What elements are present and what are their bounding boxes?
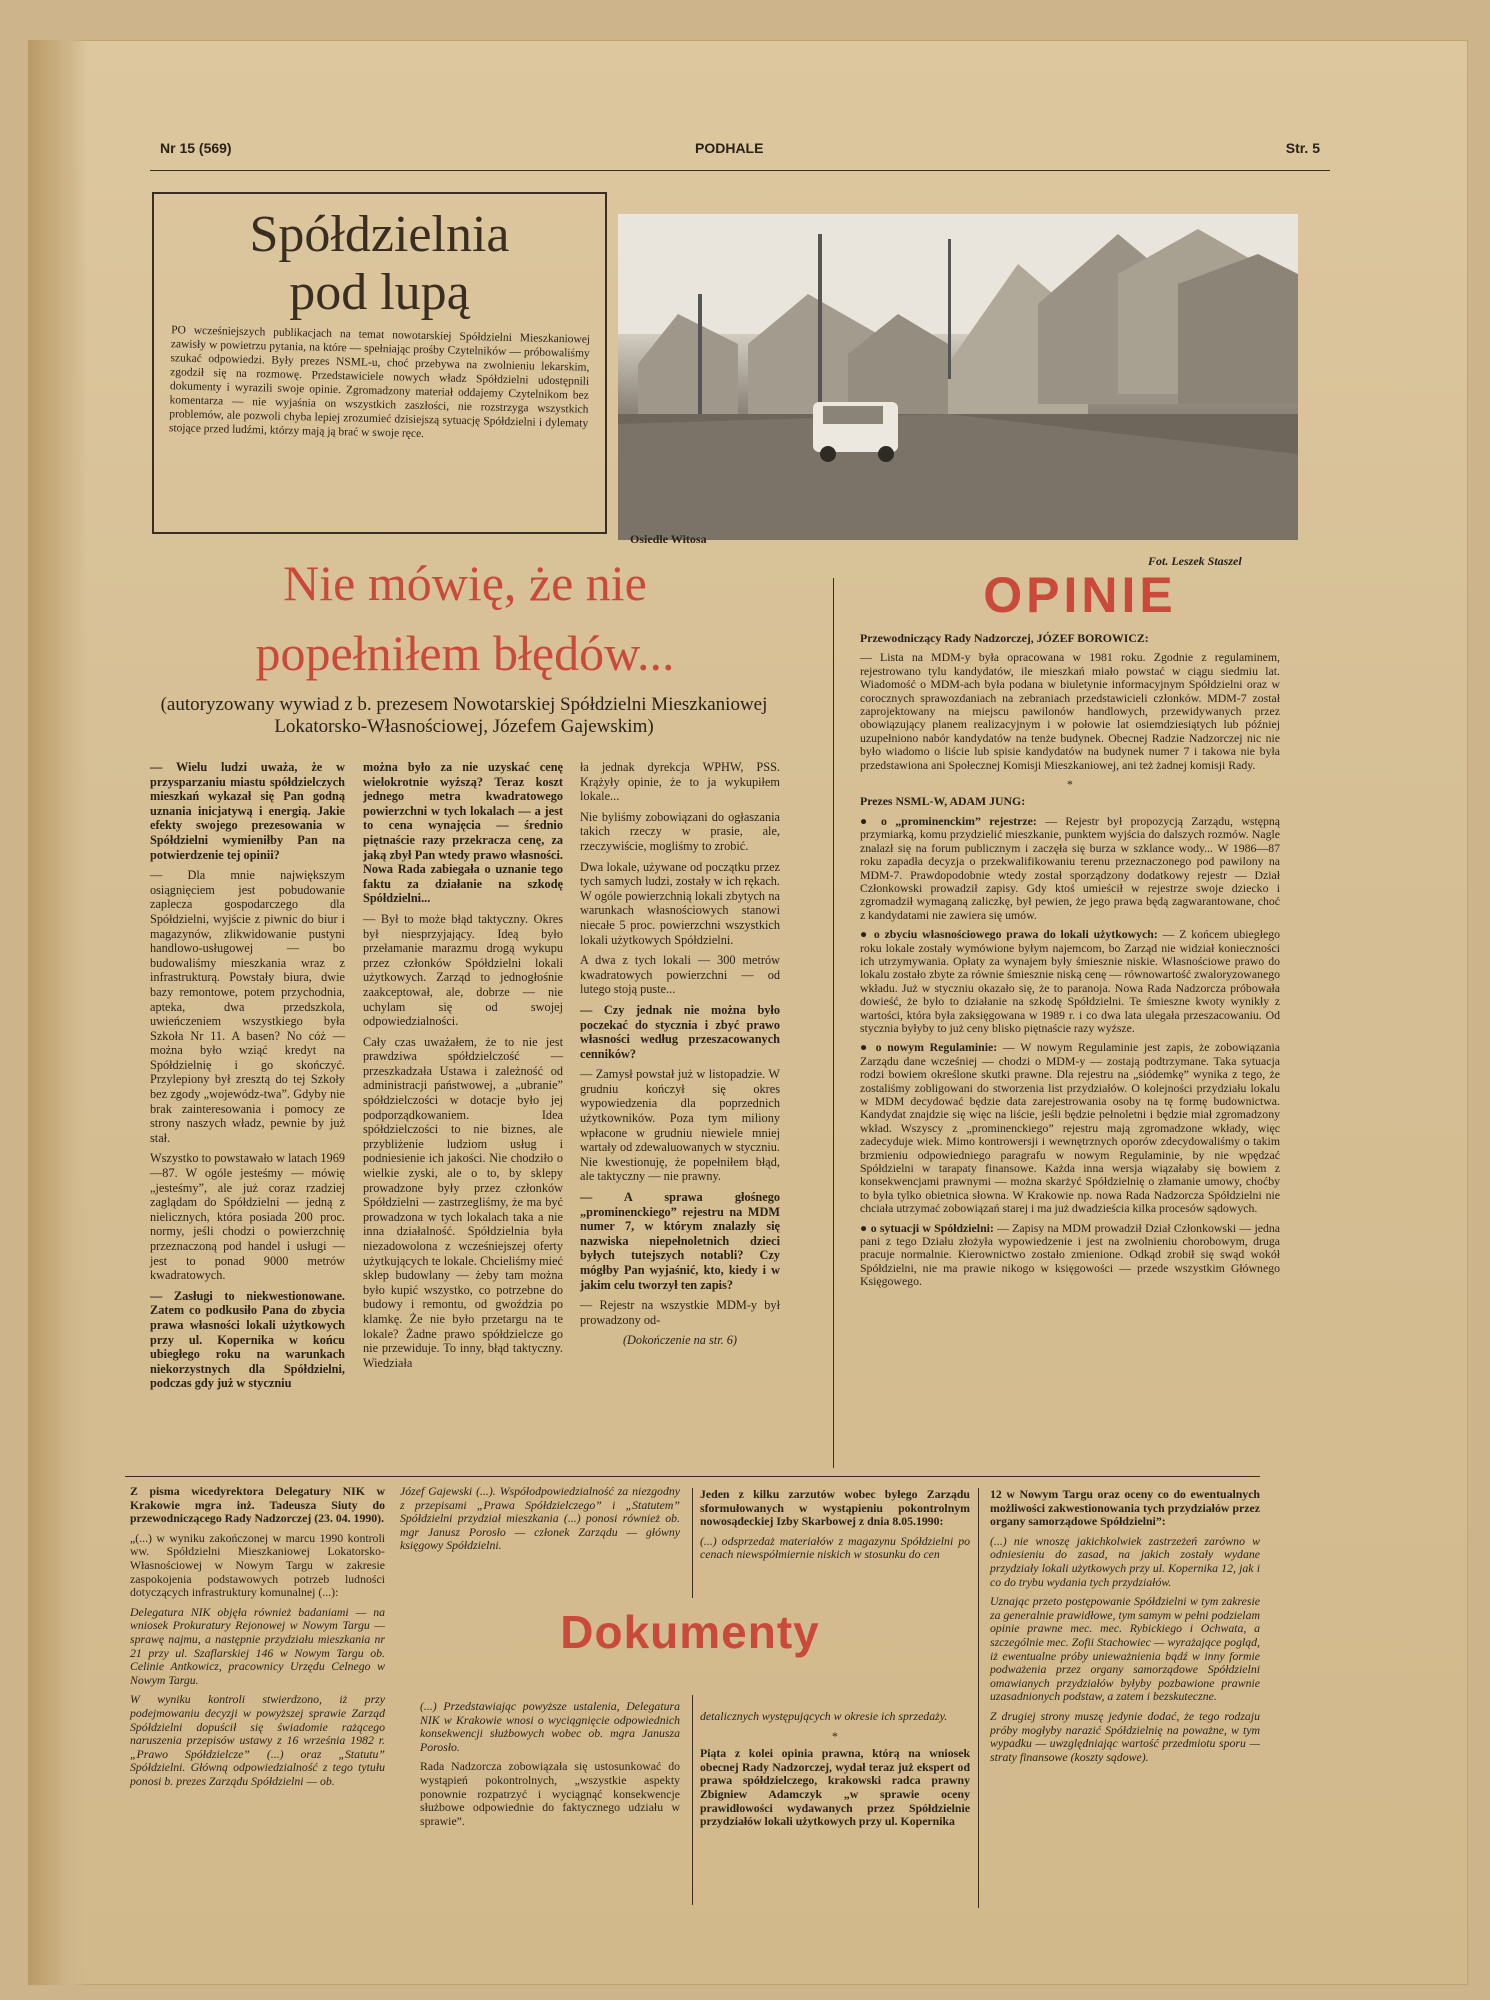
intro-title bbox=[170, 206, 589, 322]
opinion-text: — Zapisy na MDM prowadził Dział Członkowski — jedna pani z tego Działu złożyła wypowiedzenie i jest na zwolnieniu chorobowym, druga pracuje normalnie. Kierownictwo zostało zmienione. Odkąd zrobił się swąd wokół Spółdzielni, nie ma prawie nikogo w księgowości — przede wszystkim Głównego Księgowego. bbox=[860, 1220, 1280, 1289]
photo-credit: Fot. Leszek Staszel bbox=[1148, 554, 1242, 568]
document-head: Piąta z kolei opinia prawna, którą na wniosek obecnej Rady Nadzorczej, wydał teraz już ekspert od prawa spółdzielczego, krakowski radca prawny Zbigniew Adamczyk „w sprawie oceny prawidłowości wydawanych przez Spółdzielnie przydziałów lokali użytkowych przy ul. Kopernika bbox=[700, 1746, 970, 1829]
intro-title-line2: pod lupą bbox=[289, 264, 470, 321]
asterisk-divider: * bbox=[1067, 777, 1073, 792]
question: — Wielu ludzi uważa, że w przysparzaniu miastu spółdzielczych mieszkań wykazał się Pan godną uznania inicjatywą i energią. Jakie efekty swojego prezesowania w Spółdzielni wymieniłby Pan na potwierdzenie tej opinii? bbox=[150, 760, 345, 862]
document-text: „(...) w wyniku zakończonej w marcu 1990 kontroli ww. Spółdzielni Mieszkaniowej Lokatorsko-Własnościowej w Nowym Targu w zakresie zaspokojenia podstawowych potrzeb ludności dotyczących infrastruktury komunalnej (...): bbox=[130, 1530, 385, 1600]
opinion-speaker: Przewodniczący Rady Nadzorczej, JÓZEF BOROWICZ: bbox=[860, 631, 1149, 645]
opinion-text-block: ● o nowym Regulaminie: — W nowym Regulaminie jest zapis, że zobowiązania Zarządu dane wcześniej — chodzi o MDM-y — zostają podtrzymane. Taka sytuacja rodzi bowiem określone skutki prawne. Dla rejestru na „siódemkę” wynika z tego, że zostaliśmy zobligowani do stworzenia list przydziałów. O kolejności przydziału lokalu w MDM decydować będzie data zarejestrowania osoby na tę formę budownictwa. Kandydat znajdzie się więc na liście, jeśli będzie pełnoletni i będzie miał zgromadzony wkład. Wszyscy z „prominenckiego” rejestru mają zgromadzone wkłady, więc zadecyduje wiek. Mimo kontrowersji i wewnętrznych oporów zdecydowaliśmy o takim brzmieniu odpowiedniego paragrafu w nowym Regulaminie, by nie wpędzać Spółdzielni w tarapaty finansowe. Każda inna wersja wiązałaby się bowiem z konsekwencjami prawnymi — można skarżyć Spółdzielnię o złamanie umowy, choćby to była tylko obietnica słowna. W Krakowie np. nowa Rada Nadzorcza Spółdzielni nie chciała utrzymać zobowiązań starej i ma już dwadzieścia kilka procesów sądowych. bbox=[860, 1040, 1281, 1216]
opinion-text-block: ● o sytuacji w Spółdzielni: — Zapisy na MDM prowadził Dział Członkowski — jedna pani z tego Działu złożyła wypowiedzenie i jest na zwolnieniu chorobowym, druga pracuje normalnie. Kierownictwo zostało zmienione. Odkąd zrobił się swąd wokół Spółdzielni, nie ma prawie nikogo w księgowości — przede wszystkim Głównego Księgowego. bbox=[860, 1220, 1280, 1289]
interview-column-3 bbox=[580, 760, 780, 1354]
opinion-text: — W nowym Regulaminie jest zapis, że zobowiązania Zarządu dane wcześniej — chodzi o MDM-y — zostają podtrzymane. Taka sytuacja rodzi bowiem określone skutki prawne. Dla rejestru na „siódemkę” wynika z tego, że zostaliśmy zobligowani do stworzenia list przydziałów. O kolejności przydziału lokalu w MDM decydować będzie data zarejestrowania osoby na tę formę budownictwa. Kandydat znajdzie się więc na liście, jeśli będzie pełnoletni i będzie miał zgromadzony wkład. Wszyscy z „prominenckiego” rejestru mają zgromadzone wkłady, więc zadecyduje wiek. Mimo kontrowersji i wewnętrznych oporów zdecydowaliśmy o takim brzmieniu odpowiedniego paragrafu w nowym Regulaminie, by nie wpędzać Spółdzielni w tarapaty finansowe. Każda inna wersja wiązałaby się bowiem z konsekwencjami prawnymi — można skarżyć Spółdzielnię o złamanie umowy, choćby to była tylko obietnica słowna. W Krakowie np. nowa Rada Nadzorcza Spółdzielni nie chciała utrzymać zobowiązań starej i ma już dwadzieścia kilka procesów sądowych. bbox=[860, 1040, 1281, 1216]
column-divider bbox=[833, 578, 834, 1468]
documents-top-rule bbox=[125, 1476, 1260, 1477]
documents-column-2b bbox=[420, 1700, 680, 1834]
document-text: (...) Przedstawiając powyższe ustalenia, Delegatura NIK w Krakowie wnosi o wyciągnięcie odpowiednich konsekwencji służbowych wobec ob. mgra Janusza Porosło. bbox=[420, 1699, 680, 1754]
documents-column-1 bbox=[130, 1485, 385, 1794]
question: — Czy jednak nie można było poczekać do stycznia i zbyć prawo własności według przeszacowanych cenników? bbox=[580, 1002, 780, 1061]
intro-title-line1: Spółdzielnia bbox=[249, 206, 510, 263]
documents-divider bbox=[692, 1488, 693, 1598]
photo-caption: Osiedle Witosa bbox=[630, 532, 707, 546]
interview-column-1 bbox=[150, 760, 345, 1397]
documents-column-2 bbox=[400, 1485, 680, 1559]
document-head: Z pisma wicedyrektora Delegatury NIK w Krakowie mgra inż. Tadeusza Siuty do przewodniczącego Rady Nadzorczej (23. 04. 1990). bbox=[130, 1484, 385, 1526]
opinion-subhead: o nowym Regulaminie: bbox=[875, 1040, 998, 1055]
osiedle-photo bbox=[618, 214, 1298, 540]
photo-illustration bbox=[618, 214, 1298, 540]
document-text: Uznając przeto postępowanie Spółdzielni w tym zakresie za generalnie prawidłowe, tym samym w pełni podzielam opinie prawne mec. mec. Rybickiego i Ochwata, a szczególnie mec. Zofii Stachowiec — wyrażające pogląd, iż ewentualne próby unieważnienia bądź w inny formie podważenia przez organy samorządowe Spółdzielni omawianych przydziałów byłyby pozbawione prawnie uzasadnionych podstaw, a zatem i bezskuteczne. bbox=[990, 1594, 1260, 1704]
page-fold-shadow bbox=[28, 40, 88, 1985]
answer: ła jednak dyrekcja WPHW, PSS. Krążyły opinie, że to ja wykupiłem lokale... bbox=[580, 760, 780, 804]
documents-divider bbox=[978, 1488, 979, 1908]
interview-column-2 bbox=[363, 760, 563, 1376]
documents-divider bbox=[692, 1695, 693, 1905]
document-text: (...) nie wnoszę jakichkolwiek zastrzeżeń zarówno w odniesieniu do zasad, na jakich zostały wydane przydziały lokali użytkowych przy ul. Kopernika 12, jak i co do trybu wydania tych przydziałów. bbox=[990, 1533, 1260, 1589]
answer: — Dla mnie największym osiągnięciem jest pobudowanie zaplecza gospodarczego dla Spółdzielni, wyjście z piwnic do biur i magazynów, zlikwidowanie pustyni handlowo-usługowej — bo budowaliśmy mieszkania wraz z infrastrukturą. Powstały biura, dwie bazy remontowe, potem przychodnia, apteka, dwa przedszkola, uwieńczeniem wszystkiego była Szkoła Nr 11. A basen? No cóż — można było wziąć kredyt na Spółdzielnię i go skończyć. Przylepiony był zresztą do tej Szkoły bez zgody „wojewódz-twa”. Gdyby nie brak zainteresowania i pomocy ze strony naszych władz, pewnie by już stał. bbox=[150, 868, 345, 1145]
opinion-text: — Lista na MDM-y była opracowana w 1981 roku. Zgodnie z regulaminem, rejestrowano tylu kandydatów, ile mieszkań miało powstać w ciągu siedmiu lat. Wiadomość o MDM-ach była podana w biuletynie informacyjnym Spółdzielni oraz w corocznych sprawozdaniach na zebraniach przedstawicieli członków. MDM-7 został zaprojektowany na miejscu pawilonów handlowych, przewidywanych przez obowiązujący planem realizacyjnym i w połowie lat osiemdziesiątych lub później uzupełniono nabór kandydatów na tenże budynek. Obecnej Radzie Nadzorczej nic nie było wiadomo o liście lub spisie kandydatów na budynek numer 7 i takowa nie była przedstawiona ani Społecznej Komisji Mieszkaniowej, ani też żadnej komisji Rady. bbox=[860, 650, 1280, 772]
interview-title bbox=[150, 548, 780, 688]
answer: — Był to może błąd taktyczny. Okres był niesprzyjający. Ideą było przełamanie marazmu drogą wykupu przez członków Spółdzielni lokali użytkowych. Zarząd to jednogłośnie zaakceptował, ale, dobrze — nie uchylam się od swojej odpowiedzialności. bbox=[363, 911, 563, 1029]
document-text: Z drugiej strony muszę jedynie dodać, że tego rodzaju próby mogłyby narazić Spółdzielnię na poważne, w tym wypadku — uwzględniając wartość przedmiotu sporu — straty finansowe (koszty sądowe). bbox=[990, 1708, 1260, 1764]
answer: Nie byliśmy zobowiązani do ogłaszania takich rzeczy w prasie, ale, rzeczywiście, mogliśmy to zrobić. bbox=[580, 809, 780, 853]
document-text: W wyniku kontroli stwierdzono, iż przy podejmowaniu decyzji w powyższej sprawie Zarząd Spółdzielni dopuścił się świadomie rażącego naruszenia przepisów ustawy z 16 września 1982 r. „Prawo Spółdzielcze” (...) oraz „Statutu” Spółdzielni. Główną odpowiedzialność z tego tytułu ponosi b. prezes Zarządu Spółdzielni — ob. bbox=[130, 1692, 385, 1788]
opinion-text-block: ● o „prominenckim” rejestrze: — Rejestr był propozycją Zarządu, wstępną przymiarką, komu przydzielić mieszkanie, punktem wyjścia do dalszych rozmów. Nagle znalazł się na forum publicznym i zaczęła się burza w szklance wody... W 1986—87 roku zapadła decyzja o przekwalifikowaniu terenu przeznaczonego pod pawilony na MDM-7. Prawdopodobnie wtedy został sporządzony dodatkowy rejestr — Dział Członkowski prowadził zapisy. Gdy ktoś umieścił w rejestrze swoje dziecko i zgromadził wymaganą zaliczkę, był pewien, że jego prawa będą zagwarantowane, choć z kandydatami nie zawiera się umów. bbox=[860, 813, 1280, 922]
page-header bbox=[150, 140, 1320, 170]
answer: — Zamysł powstał już w listopadzie. W grudniu kończył się okres wypowiedzenia dla poprzednich użytkowników. Poza tym miliony wpłacone w grudniu niewiele mniej wartały od zdewaluowanych w styczniu. Nie kwestionuję, że popełniłem błąd, ale taktyczny — nie prawny. bbox=[580, 1067, 780, 1184]
interview-title-line1: Nie mówię, że nie bbox=[283, 555, 647, 611]
opinion-text: — Rejestr był propozycją Zarządu, wstępną przymiarką, komu przydzielić mieszkanie, punktem wyjścia do dalszych rozmów. Nagle znalazł się na forum publicznym i zaczęła się burza w szklance wody... W 1986—87 roku zapadła decyzja o przekwalifikowaniu terenu przeznaczonego pod pawilony na MDM-7. Prawdopodobnie wtedy został sporządzony dodatkowy rejestr — Dział Członkowski prowadził zapisy. Gdy ktoś umieścił w rejestrze swoje dziecko i zgromadził wymaganą zaliczkę, był pewien, że jego prawa będą zagwarantowane, choć z kandydatami nie zawiera się umów. bbox=[860, 813, 1280, 922]
answer: Cały czas uważałem, że to nie jest prawdziwa spółdzielczość — przeszkadzała Ustawa i zależność od administracji państwowej, a „ubranie” spółdzielczości w dotacje było jej podporządkowaniem. Idea spółdzielczości to nie biznes, ale przybliżenie ludziom usług i podniesienie ich jakości. Nie chodziło o wielkie zyski, ale o to, by sklepy prowadzone były przez członków Spółdzielni — zastrzegliśmy, że ma być prowadzona w tych lokalach taka a nie inna działalność. Spółdzielnia była niezadowolona z wcześniejszej oferty użytkujących te lokale. Chcieliśmy mieć sklep budowlany — żeby tam można było kupić wszystko, co potrzebne do budowy i remontu, od gwoździa po klamkę. Że nie było przetargu na te lokale? Żadne prawo spółdzielcze go nie przewiduje. To inny, błąd taktyczny. Wiedziała bbox=[363, 1034, 563, 1370]
documents-column-3b bbox=[700, 1710, 970, 1835]
opinion-speaker: Prezes NSML-W, ADAM JUNG: bbox=[860, 794, 1026, 809]
documents-column-4 bbox=[990, 1488, 1260, 1770]
question: — Zasługi to niekwestionowane. Zatem co podkusiło Pana do zbycia prawa własności lokali użytkowych przy ul. Kopernika w końcu ubiegłego roku na warunkach niekorzystnych dla Spółdzielni, podczas gdy już w styczniu bbox=[150, 1288, 345, 1391]
answer: Wszystko to powstawało w latach 1969—87. W ogóle jesteśmy — mówię „jesteśmy”, ale już coraz rzadziej zaglądam do Spółdzielni — jedną z nielicznych, która posiada 200 proc. normy, jeśli chodzi o powierzchnię przeznaczoną pod handel i usługi — jest to ponad 9000 metrów kwadratowych. bbox=[150, 1151, 346, 1283]
issue-number: Nr 15 (569) bbox=[160, 140, 232, 156]
opinion-text: — Z końcem ubiegłego roku lokale zostały wymówione byłym najemcom, bo Zarząd nie widział konieczności ich utrzymywania. Opłaty za wynajem były śmiesznie niskie. Własnościowe prawo do lokalu zostało zbyte za równie śmiesznie niską cenę — równowartość zwaloryzowanego wkładu. Już w styczniu okazało się, że to paranoja. Nowa Rada Nadzorcza próbowała dowieść, że było to działanie na szkodę Spółdzielni. Te śmieszne kwoty wynikły z wartości, która była zaksięgowana w 1989 r. i co dwa lata ulegała przeszacowaniu. Od stycznia byłyby to już ceny blisko piętnaście razy wyższe. bbox=[860, 927, 1281, 1035]
document-text: Rada Nadzorcza zobowiązała się ustosunkować do wystąpień pokontrolnych, „wszystkie aspekty ponownie rozpatrzyć i wyciągnąć konsekwencje służbowe odpowiednie do faktycznego udziału w sprawie”. bbox=[420, 1759, 680, 1828]
page-number: Str. 5 bbox=[1285, 140, 1320, 156]
opinions-title: OPINIE bbox=[983, 567, 1177, 623]
intro-lead: PO wcześniejszych publikacjach na temat nowotarskiej Spółdzielni Mieszkaniowej zawisły w powietrzu pytania, na które — spełniając prośby Czytelników — próbowaliśmy szukać odpowiedzi. Były prezes NSML-u, choć przebywa na zwolnieniu lekarskim, zgodził się na rozmowę. Przedstawiciele nowych władz Spółdzielni udostępnili dokumenty i wyrazili swoje opinie. Zgromadzony materiał oddajemy Czytelnikom bez komentarza — nie wyjaśnia on wszystkich zaszłości, nie rozstrzyga wszystkich problemów, ale pozwoli chyba lepiej zrozumieć dzisiejszą sytuację Spółdzielni i dylematy stojące przed ludźmi, którzy mają ją brać w swoje ręce. bbox=[168, 324, 591, 441]
opinion-subhead: o sytuacji w Spółdzielni: bbox=[870, 1220, 994, 1235]
opinion-text-block: ● o zbyciu własnościowego prawa do lokali użytkowych: — Z końcem ubiegłego roku lokale zostały wymówione byłym najemcom, bo Zarząd nie widział konieczności ich utrzymywania. Opłaty za wynajem były śmiesznie niskie. Własnościowe prawo do lokalu zostało zbyte za równie śmiesznie niską cenę — równowartość zwaloryzowanego wkładu. Już w styczniu okazało się, że to paranoja. Nowa Rada Nadzorcza próbowała dowieść, że było to działanie na szkodę Spółdzielni. Te śmieszne kwoty wynikły z wartości, która była zaksięgowana w 1989 r. i co dwa lata ulegała przeszacowaniu. Od stycznia byłyby to już ceny blisko piętnaście razy wyższe. bbox=[860, 927, 1281, 1035]
answer: A dwa z tych lokali — 300 metrów kwadratowych powierzchni — od lutego stoją puste... bbox=[580, 953, 780, 997]
documents-title: Dokumenty bbox=[560, 1606, 820, 1658]
question: można było za nie uzyskać cenę wielokrotnie wyższą? Teraz koszt jednego metra kwadratowego powierzchni w tych lokalach — a jest to cena wynajęcia — średnio piętnaście razy przekracza cenę, za jaką zbył Pan wtedy prawo własności. Nowa Rada zabiegała o uznanie tego faktu za działanie na szkodę Spółdzielni... bbox=[363, 760, 563, 906]
document-text: Delegatura NIK objęła również badaniami — na wniosek Prokuratury Rejonowej w Nowym Targu — sprawę najmu, a następnie przydziału mieszkania nr 21 przy ul. Szaflarskiej 146 w Nowym Targu ob. Celinie Antkowicz, pracownicy Urzędu Celnego w Nowym Targu. bbox=[130, 1604, 385, 1687]
opinions-column bbox=[860, 632, 1280, 1295]
answer: Dwa lokale, używane od początku przez tych samych ludzi, zostały w ich rękach. W ogóle powierzchnią lokali zbytych na warunkach własnościowych stanowi niecałe 5 proc. powierzchni wszystkich lokali użytkowych Spółdzielni. bbox=[580, 859, 780, 947]
document-head: Jeden z kilku zarzutów wobec byłego Zarządu sformułowanych w wystąpieniu pokontrolnym nowosądeckiej Izby Skarbowej z dnia 8.05.1990: bbox=[700, 1487, 970, 1529]
document-head: 12 w Nowym Targu oraz oceny co do ewentualnych możliwości zakwestionowania tych przydziałów przez organy samorządowe Spółdzielni”: bbox=[990, 1487, 1260, 1529]
continuation-note: (Dokończenie na str. 6) bbox=[622, 1333, 738, 1348]
interview-subtitle: (autoryzowany wywiad z b. prezesem Nowotarskiej Spółdzielni Mieszkaniowej Lokatorsko-Własnościowej, Józefem Gajewskim) bbox=[160, 694, 768, 737]
intro-box bbox=[152, 192, 607, 534]
document-text: (...) odsprzedaż materiałów z magazynu Spółdzielni po cenach niewspółmiernie niskich w stosunku do cen bbox=[700, 1533, 970, 1562]
question: — A sprawa głośnego „prominenckiego” rejestru na MDM numer 7, w którym znalazły się nazwiska niepełnoletnich dzieci byłych tutejszych notabli? Czy mógłby Pan wyjaśnić, kto, kiedy i w jakim celu tworzył ten zapis? bbox=[580, 1190, 780, 1292]
documents-column-3 bbox=[700, 1488, 970, 1568]
opinion-subhead: o „prominenckim” rejestrze: bbox=[880, 813, 1037, 828]
interview-title-line2: popełniłem błędów... bbox=[255, 625, 675, 681]
newspaper-name: PODHALE bbox=[695, 140, 764, 156]
header-rule bbox=[150, 170, 1330, 171]
opinion-subhead: o zbyciu własnościowego prawa do lokali użytkowych: bbox=[873, 927, 1158, 942]
answer: — Rejestr na wszystkie MDM-y był prowadzony od- bbox=[580, 1298, 780, 1327]
document-text: detalicznych występujących w okresie ich sprzedaży. bbox=[700, 1709, 948, 1723]
document-text: Józef Gajewski (...). Współodpowiedzialność za niezgodny z przepisami „Prawa Spółdzielczego” i „Statutem” Spółdzielni przydział mieszkania (...) ponosi również ob. mgr Janusz Porosło — członek Zarządu — główny księgowy Spółdzielni. bbox=[400, 1484, 680, 1553]
asterisk-divider: * bbox=[832, 1728, 838, 1743]
